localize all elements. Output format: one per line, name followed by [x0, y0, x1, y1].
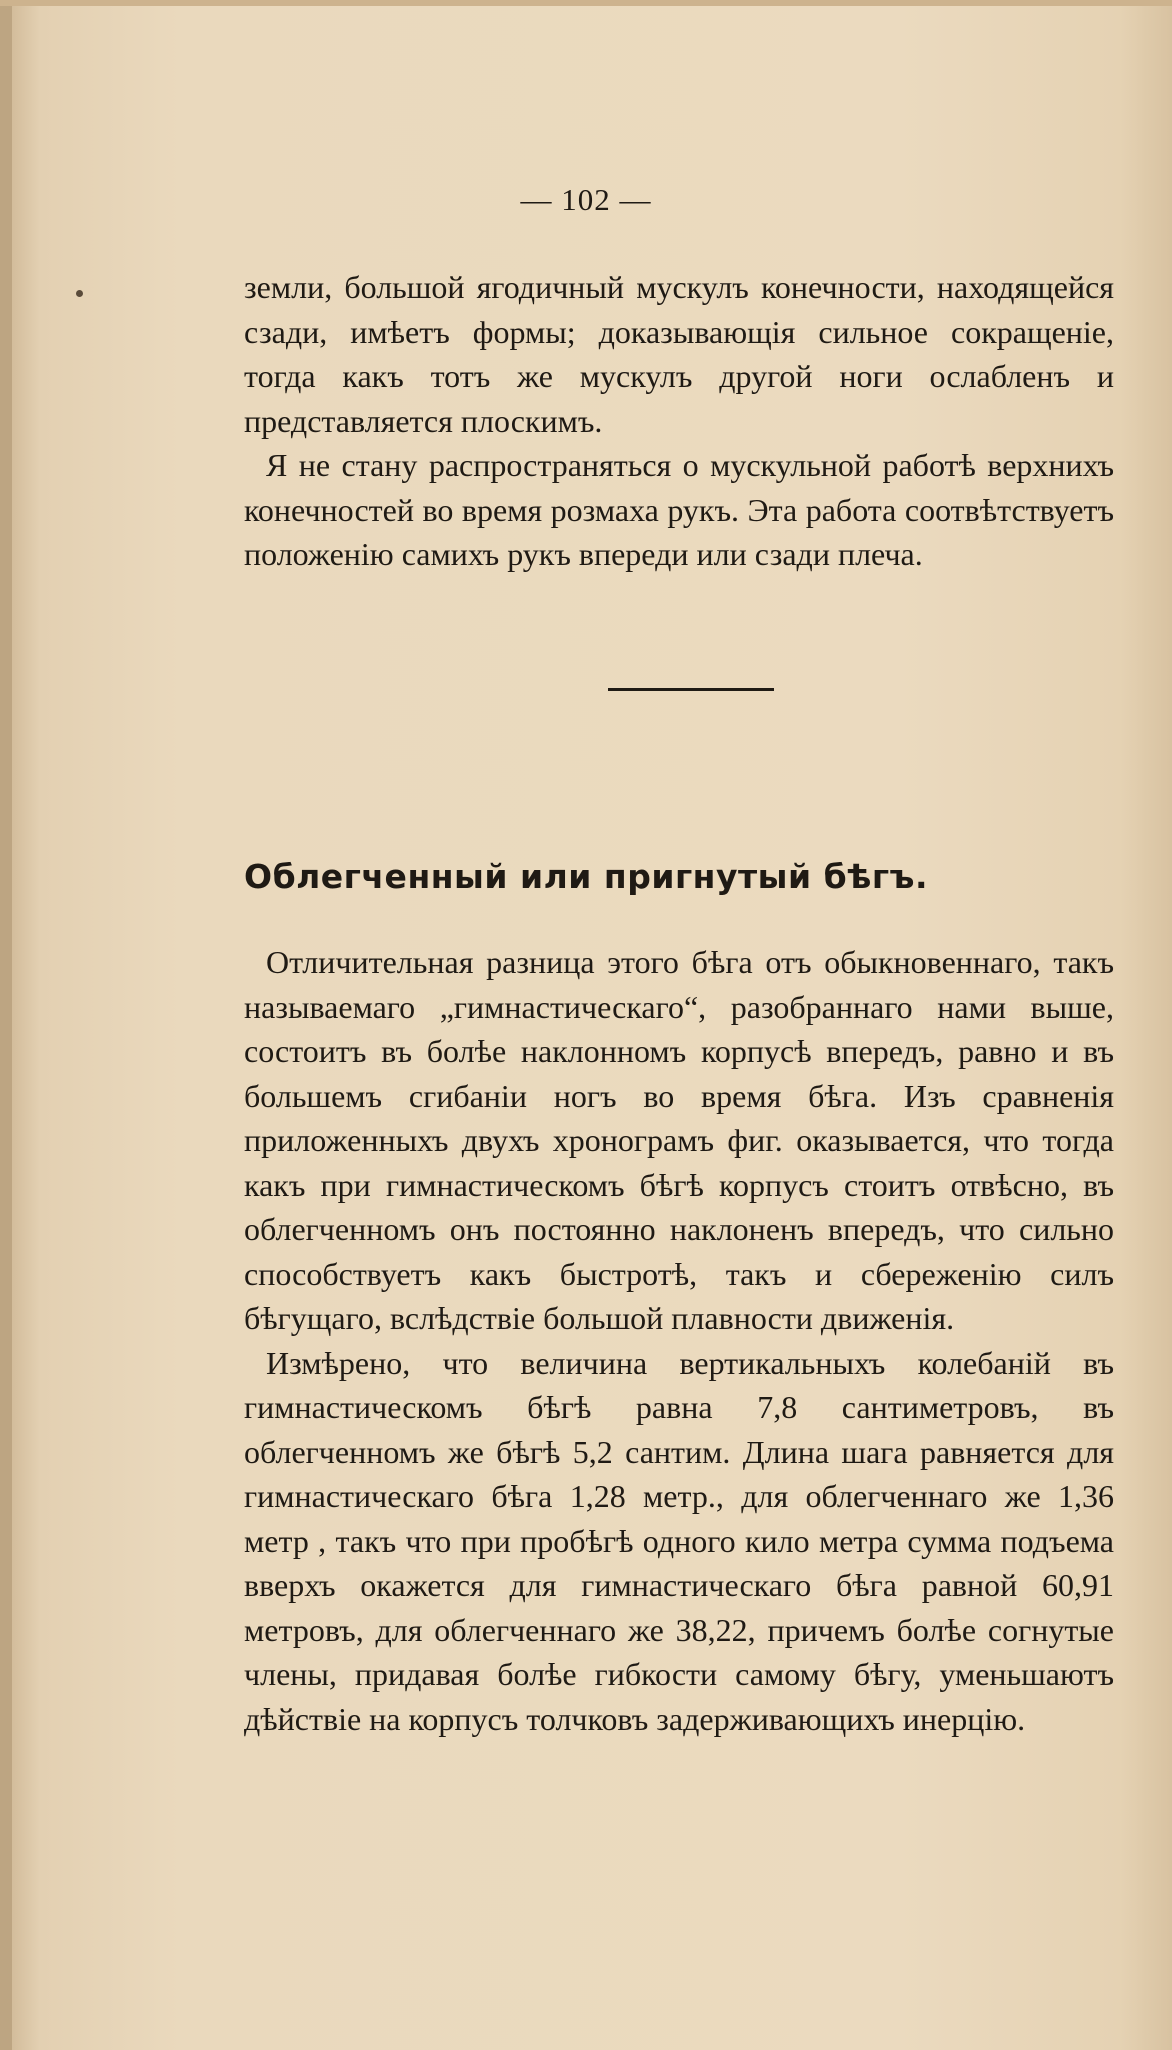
- page-number: — 102 —: [520, 182, 652, 217]
- top-text-block: [244, 265, 1114, 577]
- section-heading: Облегченный или пригнутый бѣгъ.: [244, 857, 928, 896]
- bottom-text-block: [244, 940, 1114, 1741]
- page-left-edge: [0, 0, 12, 2050]
- paragraph: Я не стану распространяться о мускульной работѣ верхнихъ конечностей во время розмаха рукъ. Эта работа соотвѣтствуетъ положенію самихъ рукъ впереди или сзади плеча.: [244, 447, 1114, 572]
- ink-spot: [76, 290, 83, 297]
- page-top-edge: [0, 0, 1172, 6]
- paragraph: земли, большой ягодичный мускулъ конечности, находящейся сзади, имѣетъ формы; доказывающія сильное сокращеніе, тогда какъ тотъ же мускулъ другой ноги ослабленъ и представляется плоскимъ.: [244, 269, 1114, 439]
- section-divider: [608, 688, 774, 691]
- paragraph: Измѣрено, что величина вертикальныхъ колебаній въ гимнастическомъ бѣгѣ равна 7,8 сантиметровъ, въ облегченномъ же бѣгѣ 5,2 сантим. Длина шага равняется для гимнастическаго бѣга 1,28 метр., для облегченнаго же 1,36 метр , такъ что при пробѣгѣ одного кило метра сумма подъема вверхъ окажется для гимнастическаго бѣга равной 60,91 метровъ, для облегченнаго же 38,22, причемъ болѣе согнутые члены, придавая болѣе гибкости самому бѣгу, уменьшаютъ дѣйствіе на корпусъ толчковъ задерживающихъ инерцію.: [244, 1344, 1114, 1737]
- paragraph: Отличительная разница этого бѣга отъ обыкновеннаго, такъ называемаго „гимнастическаго“, разобраннаго нами выше, состоитъ въ болѣе наклонномъ корпусѣ впередъ, равно и въ большемъ сгибаніи ногъ во время бѣга. Изъ сравненія приложенныхъ двухъ хронограмъ фиг. оказывается, что тогда какъ при гимнастическомъ бѣгѣ корпусъ стоитъ отвѣсно, въ облегченномъ онъ постоянно наклоненъ впередъ, что сильно способствуетъ какъ быстротѣ, такъ и сбереженію силъ бѣгущаго, вслѣдствіе большой плавности движенія.: [244, 944, 1114, 1336]
